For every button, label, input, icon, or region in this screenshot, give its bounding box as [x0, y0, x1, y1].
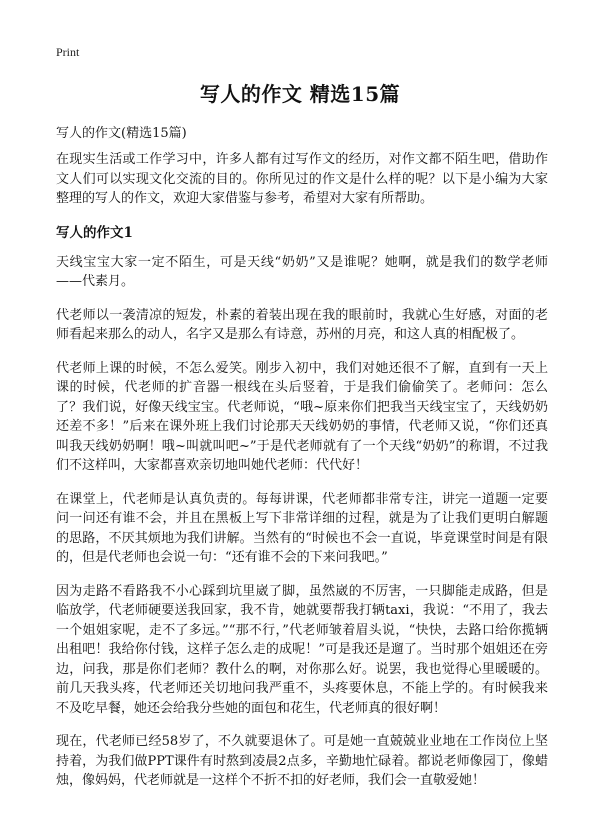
article-body — [56, 150, 548, 805]
body-paragraph-5: 因为走路不看路我不小心踩到坑里崴了脚，虽然崴的不厉害，一只脚能走成路，但是临放学，代老师硬要送我回家，我不肯，她就要帮我打辆taxi，我说：“不用了，我去一个姐姐家呢，走不了多远。”“那不行，”代老师皱着眉头说，“快快，去路口给你揽辆出租吧！我给你付钱，这样子怎么走的成呢！”可是我还是遛了。当时那个姐姐还在旁边，问我，那是你们老师？教什么的啊，对你那么好。说罢，我也觉得心里暖暖的。前几天我头疼，代老师还关切地问我严重不，头疼要休息，不能上学的。有时候我来不及吃早餐，她还会给我分些她的面包和花生，代老师真的很好啊！ — [56, 583, 548, 716]
body-paragraph-4: 在课堂上，代老师是认真负责的。每每讲课，代老师都非常专注，讲完一道题一定要问一问还有谁不会，并且在黑板上写下非常详细的过程，就是为了让我们更明白解题的思路，不厌其烦地为我们讲解。当然有的“时候也不会一直说，毕竟课堂时间是有限的，但是代老师也会说一句：“还有谁不会的下来问我吧。” — [56, 491, 548, 565]
body-paragraph-3: 代老师上课的时候，不怎么爱笑。刚步入初中，我们对她还很不了解，直到有一天上课的时候，代老师的扩音器一根线在头后竖着，于是我们偷偷笑了。老师问：怎么了？我们说，好像天线宝宝。代老师说，“哦~原来你们把我当天线宝宝了，天线奶奶还差不多！”后来在课外班上我们讨论那天天线奶奶的事情，代老师又说，“你们还真叫我天线奶奶啊！哦~叫就叫吧~”于是代老师就有了一个天线“奶奶”的称谓，不过我们不这样叫，大家都喜欢亲切地叫她代老师：代代好！ — [56, 360, 548, 473]
print-link[interactable]: Print — [56, 45, 80, 59]
intro-paragraph: 在现实生活或工作学习中，许多人都有过写作文的经历，对作文都不陌生吧，借助作文人们可以实现文化交流的目的。你所见过的作文是什么样的呢？以下是小编为大家整理的写人的作文，欢迎大家借鉴与参考，希望对大家有所帮助。 — [56, 152, 548, 206]
body-paragraph-2: 代老师以一袭清凉的短发，朴素的着装出现在我的眼前时，我就心生好感，对面的老师看起来那么的动人，名字又是那么有诗意，苏州的月亮，和这人真的相配极了。 — [56, 307, 548, 342]
body-paragraph-6: 现在，代老师已经58岁了，不久就要退休了。可是她一直兢兢业业地在工作岗位上坚持着，为我们做PPT课件有时熬到凌晨2点多，辛勤地忙碌着。都说老师像园丁，像蜡烛，像妈妈，代老师就是一这样个不折不扣的好老师，我们会一直敬爱她！ — [56, 734, 548, 788]
body-paragraph-1: 天线宝宝大家一定不陌生，可是天线“奶奶”又是谁呢？她啊，就是我们的数学老师——代素月。 — [56, 254, 548, 289]
article-subtitle: 写人的作文(精选15篇) — [56, 126, 187, 141]
section-heading: 写人的作文1 — [56, 224, 133, 241]
page-title: 写人的作文 精选15篇 — [199, 82, 401, 106]
